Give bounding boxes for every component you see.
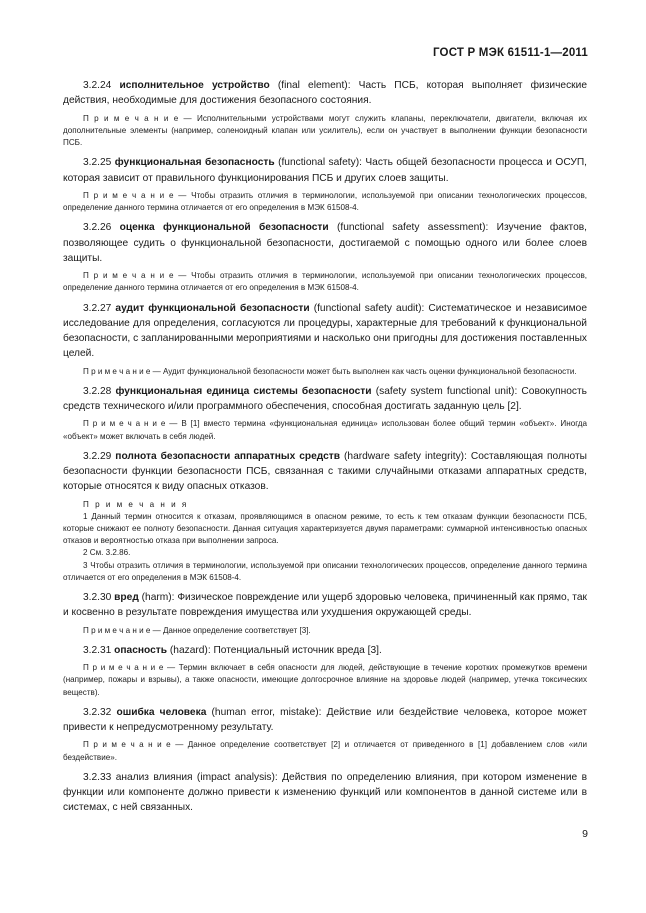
note-text: — В [1] вместо термина «функциональная единица» использован более общий термин «объект». Иногда «объект» может включать в себя людей. <box>63 419 588 441</box>
note-text: — Данное определение соответствует [2] и отличается от приведенного в [1] добавлением слов «или бездействие». <box>63 740 587 762</box>
term-number: 3.2.26 <box>83 222 112 234</box>
term-entry <box>63 220 587 266</box>
term-number: 3.2.32 <box>83 706 112 718</box>
term-number: 3.2.29 <box>83 450 112 462</box>
term-entry: 3.2.33 анализ влияния (impact analysis): Действия по определению влияния, при котором изменение в функции или компоненте должно привести к изменению функций или компонентов в данной системе или в системах, с ней связанных. <box>63 771 587 814</box>
term-name: ошибка человека <box>116 706 207 718</box>
term-english: (final element) <box>277 80 348 91</box>
term-note <box>63 625 587 637</box>
term-number: 3.2.31 <box>83 644 112 656</box>
note-text: — Данное определение соответствует [3]. <box>150 625 311 635</box>
term-english: (hazard) <box>169 644 208 656</box>
note-text: — Чтобы отразить отличия в терминологии, используемой при описании технологических процессов, определение данного термина отличается от его определения в МЭК 61508-4. <box>63 271 587 293</box>
term-english: (functional safety) <box>278 157 360 169</box>
term-note <box>63 113 587 150</box>
term-entry <box>63 449 587 495</box>
term-definition: : Изучение фактов, позволяющее судить о функциональной безопасности, достигаемой с помощью одного или более слоев защиты. <box>63 222 587 264</box>
term-number: 3.2.24 <box>83 80 112 91</box>
term-definition: : Совокупность средств технического и/или программного обеспечения, способная достигать заданную цель [2]. <box>63 385 587 413</box>
term-notes-block <box>63 499 587 584</box>
term-english: (harm) <box>141 592 172 603</box>
term-english: (functional safety assessment) <box>336 222 486 234</box>
term-number: 3.2.30 <box>83 592 112 603</box>
term-definition: : Часть ПСБ, которая выполняет физические действия, необходимые для достижения безопасного состояния. <box>63 80 587 107</box>
term-entry <box>63 155 587 186</box>
term-name: полнота безопасности аппаратных средств <box>115 450 341 462</box>
term-english: (safety system functional unit) <box>375 385 515 397</box>
term-english: (functional safety audit) <box>313 302 422 314</box>
note-label: П р и м е ч а н и е <box>83 190 174 200</box>
term-name: оценка функциональной безопасности <box>119 222 329 234</box>
term-note <box>63 662 587 699</box>
page-content <box>63 78 587 820</box>
term-entry <box>63 705 587 736</box>
term-note <box>63 418 587 442</box>
note-text: — Аудит функциональной безопасности может быть выполнен как часть оценки функциональной безопасности. <box>150 366 577 376</box>
term-definition: : Потенциальный источник вреда [3]. <box>207 644 382 656</box>
note-item: 1 Данный термин относится к отказам, проявляющимся в опасном режиме, то есть к тем отказам функции безопасности ПСБ, которые снижают ее полноту безопасности. Данная ситуация характеризуется двумя параметрами: суммарной интенсивностью опасных отказов и вероятностью отказа при выполнении запроса. <box>63 511 587 546</box>
term-definition: : Физическое повреждение или ущерб здоровью человека, причиненный как прямо, так и косвенно в результате повреждения имущества или ухудшения окружающей среды. <box>63 592 587 619</box>
term-note <box>63 270 587 294</box>
page-number: 9 <box>582 828 588 840</box>
term-english: (hardware safety integrity) <box>344 450 465 462</box>
term-note <box>63 739 587 763</box>
term-definition: : Составляющая полноты безопасности функции безопасности ПСБ, связанная с такими случайными отказами аппаратных средств, которые относятся к виду опасных отказов. <box>63 450 587 493</box>
term-note <box>63 366 587 378</box>
term-entry <box>63 384 587 415</box>
note-item: 2 См. 3.2.86. <box>83 548 131 558</box>
note-label: П р и м е ч а н и е <box>83 113 179 123</box>
term-definition: : Часть общей безопасности процесса и ОСУП, которая зависит от правильного функционирования ПСБ и других слоев защиты. <box>63 157 587 184</box>
term-number: 3.2.27 <box>83 302 112 314</box>
term-name: опасность <box>114 644 168 656</box>
note-item: 3 Чтобы отразить отличия в терминологии, используемой при описании технологических процессов, определение данного термина отличается от его определения в МЭК 61508-4. <box>63 560 587 582</box>
note-text: — Термин включает в себя опасности для людей, действующие в течение коротких промежутков времени (например, пожары и взрывы), а также опасности, имеющие долгосрочное влияние на здоровье людей (например, утечка токсических веществ). <box>63 663 587 697</box>
term-number: 3.2.25 <box>83 157 112 169</box>
term-name: вред <box>114 592 139 603</box>
term-definition: : Систематическое и независимое исследование для определения, согласуются ли процедуры, характерные для требований к функциональной безопасности, с запланированными мероприятиями и насколько они пригодны для достижения поставленных целей. <box>63 302 587 360</box>
term-entry <box>63 590 587 621</box>
note-label: П р и м е ч а н и е <box>83 625 151 635</box>
note-label: П р и м е ч а н и е <box>83 663 164 673</box>
note-label: П р и м е ч а н и е <box>83 419 166 429</box>
term-english: (human error, mistake) <box>211 706 319 718</box>
notes-title: П р и м е ч а н и я <box>83 499 189 509</box>
term-name: исполнительное устройство <box>119 80 270 91</box>
term-definition: : Действие или бездействие человека, которое может привести к непредусмотренному результату. <box>63 706 587 733</box>
term-entry <box>63 301 587 362</box>
note-text: — Исполнительными устройствами могут служить клапаны, переключатели, двигатели, включая их дополнительные элементы (например, соленоидный клапан или усилитель), если он участвует в выполнении функции безопасности ПСБ. <box>63 113 588 147</box>
term-name: аудит функциональной безопасности <box>115 302 310 314</box>
term-entry <box>63 643 587 658</box>
term-number: 3.2.28 <box>83 385 112 397</box>
note-text: — Чтобы отразить отличия в терминологии, используемой при описании технологических процессов, определение данного термина отличается от его определения в МЭК 61508-4. <box>63 190 587 212</box>
note-label: П р и м е ч а н и е <box>83 366 151 376</box>
term-name: функциональная единица системы безопасности <box>115 385 372 397</box>
term-name: функциональная безопасность <box>114 157 275 169</box>
note-label: П р и м е ч а н и е <box>83 740 171 750</box>
term-entry <box>63 78 587 109</box>
note-label: П р и м е ч а н и е <box>83 271 174 281</box>
page-header: ГОСТ Р МЭК 61511-1—2011 <box>432 47 588 59</box>
term-note <box>63 190 587 214</box>
